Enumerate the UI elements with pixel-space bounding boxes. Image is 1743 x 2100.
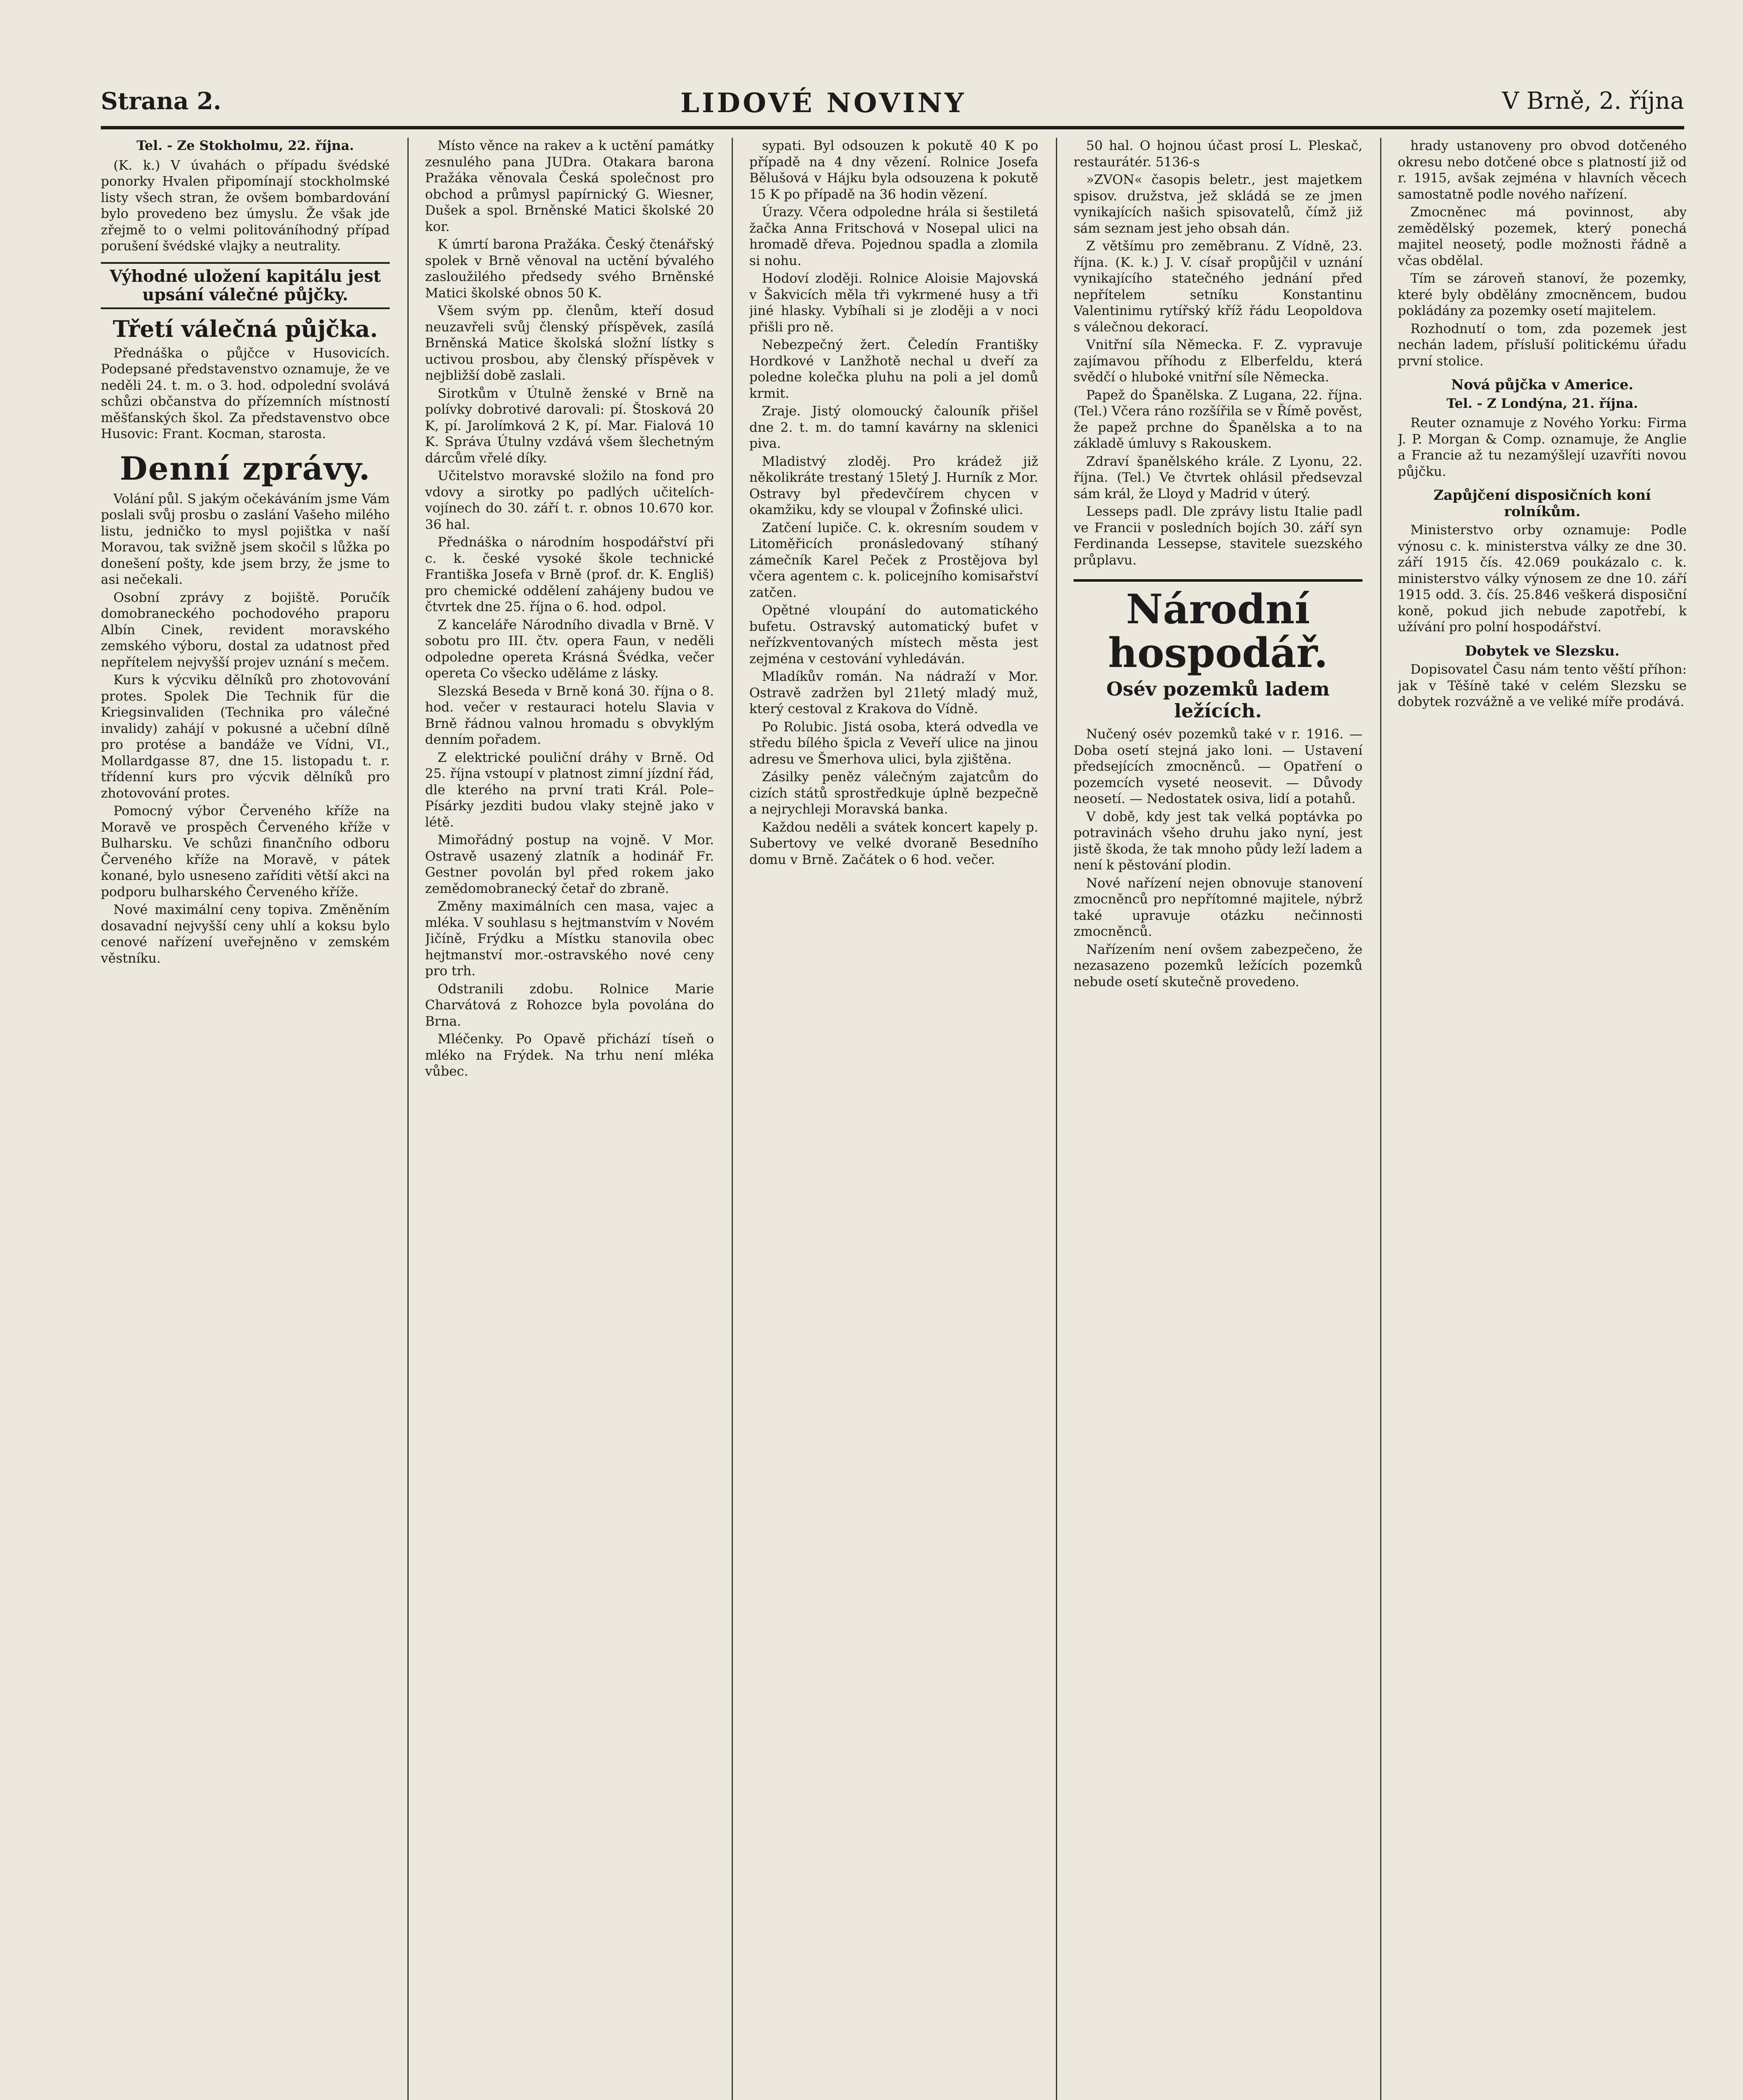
article-paragraph: Papež do Španělska. Z Lugana, 22. října. (Tel.) Včera ráno rozšířila se v Římě pověst, že papež prchne do Španělska a to na základě úmluvy s Rakouskem. bbox=[1074, 387, 1362, 451]
column-divider bbox=[407, 138, 409, 2100]
article-paragraph: Přednáška o půjčce v Husovicích. Podepsané představenstvo oznamuje, že ve neděli 24. t. m. o 3. hod. odpolední svolává schůzi občanstva do přízemních místností měšťanských škol. Za představenstvo obce Husovic: Frant. Kocman, starosta. bbox=[101, 345, 390, 441]
article-paragraph: Úrazy. Včera odpoledne hrála si šestiletá žačka Anna Fritschová v Nosepal ulici na hromadě dřeva. Pojednou spadla a zlomila si nohu. bbox=[749, 205, 1038, 268]
page-number: Strana 2. bbox=[101, 87, 222, 115]
article-paragraph: sypati. Byl odsouzen k pokutě 40 K po případě na 4 dny vězení. Rolnice Josefa Bělušová v Hájku byla odsouzena k pokutě 15 K po případě na 36 hodin vězení. bbox=[749, 138, 1038, 202]
column-3 bbox=[749, 138, 1038, 2100]
article-paragraph: Zdraví španělského krále. Z Lyonu, 22. října. (Tel.) Ve čtvrtek ohlásil předsevzal sám král, že Lloyd y Madrid v úterý. bbox=[1074, 454, 1362, 501]
article-paragraph: Z většímu pro zeměbranu. Z Vídně, 23. října. (K. k.) J. V. císař propůjčil v uznání vynikajícího statečného jednání před nepřítelem setníku Konstantinu Valentinimu rytířský kříž řádu Leopoldova s válečnou dekorací. bbox=[1074, 239, 1362, 335]
article-paragraph: Hodoví zloději. Rolnice Aloisie Majovská v Šakvicích měla tři vykrmené husy a tři jiné hlasky. Vybíhali si je zloději a v noci přišli pro ně. bbox=[749, 271, 1038, 335]
article-paragraph: Místo věnce na rakev a k uctění památky zesnulého pana JUDra. Otakara barona Pražáka věnovala Česká společnost pro obchod a průmysl papírnický G. Wiesner, Dušek a spol. Brněnské Matici školské 20 kor. bbox=[425, 138, 714, 234]
article-paragraph: Zatčení lupiče. C. k. okresním soudem v Litoměřicích pronásledovaný stíhaný zámečník Karel Peček z Prostějova byl včera agentem c. k. policejního komisařství zatčen. bbox=[749, 520, 1038, 600]
article-paragraph: V době, kdy jest tak velká poptávka po potravinách všeho druhu jako nyní, jest jistě škoda, že tak mnoho půdy leží ladem a není k pěstování plodin. bbox=[1074, 809, 1362, 873]
article-paragraph: Zraje. Jistý olomoucký čalouník přišel dne 2. t. m. do tamní kavárny na sklenici piva. bbox=[749, 404, 1038, 451]
masthead bbox=[101, 87, 1684, 120]
section-heading: Denní zprávy. bbox=[120, 449, 371, 487]
article-paragraph: Mladíkův román. Na nádraží v Mor. Ostravě zadržen byl 21letý mladý muž, který cestoval z Krakova do Vídně. bbox=[749, 669, 1038, 717]
article-heading: Osév pozemků ladem ležících. bbox=[1106, 678, 1330, 722]
article-paragraph: Nučený osév pozemků také v r. 1916. — Doba osetí stejná jako loni. — Ustavení předsejících zmocněnců. — Opatření o pozemcích vyseté neosevit. — Důvody neosetí. — Nedostatek osiva, lidí a potahů. bbox=[1074, 727, 1362, 806]
dateline: Tel. - Ze Stokholmu, 22. října. bbox=[136, 138, 354, 153]
newspaper-title: LIDOVÉ NOVINY bbox=[680, 87, 966, 119]
column-divider bbox=[1056, 138, 1057, 2100]
article-paragraph: Rozhodnutí o tom, zda pozemek jest nechán ladem, přísluší politickému úřadu první stolice. bbox=[1398, 321, 1687, 369]
article-paragraph: Volání půl. S jakým očekáváním jsme Vám poslali svůj prosbu o zaslání Vašeho milého listu, jedničko to mysl pojištka v naší Moravou, tak svižně jsem skočil s lůžka po donešení pošty, kde jsem brzy, že jsme to asi nečekali. bbox=[101, 491, 390, 587]
article-paragraph: Opětné vloupání do automatického bufetu. Ostravský automatický bufet v neřízkventovaných místech města jest zejména v cestování vyhledáván. bbox=[749, 603, 1038, 667]
article-paragraph: Odstranili zdobu. Rolnice Marie Charvátová z Rohozce byla povolána do Brna. bbox=[425, 981, 714, 1029]
article-paragraph: Mimořádný postup na vojně. V Mor. Ostravě usazený zlatník a hodinář Fr. Gestner povolán byl před rokem jako zemědomobranecký četař do zbraně. bbox=[425, 832, 714, 896]
boxed-notice: Výhodné uložení kapitálu jest upsání válečné půjčky. bbox=[101, 262, 390, 309]
article-paragraph: Po Rolubic. Jistá osoba, která odvedla ve středu bílého špicla z Veveří ulice na jinou adresu ve Šmerhova ulici, byla zjištěna. bbox=[749, 719, 1038, 767]
article-paragraph: Vnitřní síla Německa. F. Z. vypravuje zajímavou příhodu z Elberfeldu, která svědčí o hluboké vnitřní síle Německa. bbox=[1074, 337, 1362, 385]
issue-date: V Brně, 2. října bbox=[1502, 87, 1684, 115]
article-paragraph: Přednáška o národním hospodářství při c. k. české vysoké škole technické Františka Josefa v Brně (prof. dr. K. Engliš) pro chemické oddělení zahájeny budou ve čtvrtek dne 25. října o 6. hod. odpol. bbox=[425, 535, 714, 614]
column-1 bbox=[101, 138, 390, 2100]
section-heading: Třetí válečná půjčka. bbox=[113, 315, 378, 342]
dateline: Tel. - Z Londýna, 21. října. bbox=[1446, 396, 1638, 411]
header-rule bbox=[101, 126, 1684, 129]
column-4 bbox=[1074, 138, 1362, 2100]
article-paragraph: Nebezpečný žert. Čeledín Františky Hordkové v Lanžhotě nechal u dveří za poledne kolečka pluhu na poli a jel domů krmit. bbox=[749, 337, 1038, 401]
article-paragraph: Tím se zároveň stanoví, že pozemky, které byly obdělány zmocněncem, budou pokládány za pozemky osetí majitelem. bbox=[1398, 271, 1687, 318]
article-paragraph: Zmocněnec má povinnost, aby zemědělský pozemek, který ponechá majitel neosetý, podle možnosti řádně a včas obdělal. bbox=[1398, 205, 1687, 268]
article-paragraph: Lesseps padl. Dle zprávy listu Italie padl ve Francii v posledních bojích 30. září syn Ferdinanda Lessepse, stavitele suezského průplavu. bbox=[1074, 504, 1362, 568]
article-paragraph: Učitelstvo moravské složilo na fond pro vdovy a sirotky po padlých učitelích-vojínech do 30. září t. r. obnos 10.670 kor. 36 hal. bbox=[425, 468, 714, 532]
article-paragraph: Osobní zprávy z bojiště. Poručík domobraneckého pochodového praporu Albín Cinek, revident moravského zemského výboru, dostal za udatnost před nepřítelem nejvyšší projev uznání s mečem. bbox=[101, 590, 390, 670]
article-paragraph: Nařízením není ovšem zabezpečeno, že nezasazeno pozemků ležících pozemků nebude osetí skutečně provedeno. bbox=[1074, 942, 1362, 990]
article-paragraph: hrady ustanoveny pro obvod dotčeného okresu nebo dotčené obce s platností již od r. 1915, avšak zejména v hlavních věcech samostatně podle nového nařízení. bbox=[1398, 138, 1687, 202]
article-paragraph: Z kanceláře Národního divadla v Brně. V sobotu pro III. čtv. opera Faun, v neděli odpoledne opereta Krásná Švédka, večer opereta Co všecko uděláme z lásky. bbox=[425, 617, 714, 681]
column-divider bbox=[1380, 138, 1381, 2100]
column-5 bbox=[1398, 138, 1687, 2100]
column-2 bbox=[425, 138, 714, 2100]
article-paragraph: Mladistvý zloděj. Pro krádež již několikráte trestaný 15letý J. Hurník z Mor. Ostravy byl předevčírem chycen v okamžiku, kdy se vloupal v Žofinské ulici. bbox=[749, 454, 1038, 517]
article-paragraph: Změny maximálních cen masa, vajec a mléka. V souhlasu s hejtmanstvím v Novém Jičíně, Frýdku a Místku stanovila obec hejtmanství mor.-ostravského nové ceny pro trh. bbox=[425, 899, 714, 979]
article-paragraph: Slezská Beseda v Brně koná 30. října o 8. hod. večer v restauraci hotelu Slavia v Brně řádnou valnou hromadu s obvyklým denním pořadem. bbox=[425, 683, 714, 747]
article-heading: Dobytek ve Slezsku. bbox=[1465, 642, 1620, 659]
article-paragraph: Sirotkům v Útulně ženské v Brně na polívky dobrotivé darovali: pí. Štosková 20 K, pí. Jarolímková 2 K, pí. Mar. Fialová 10 K. Správa Útulny vzdává všem šlechetným dárcům vřelé díky. bbox=[425, 386, 714, 466]
column-divider bbox=[732, 138, 733, 2100]
article-paragraph: Reuter oznamuje z Nového Yorku: Firma J. P. Morgan & Comp. oznamuje, že Anglie a Francie až tu nezamýšlejí uzavříti novou půjčku. bbox=[1398, 415, 1687, 479]
article-paragraph: 50 hal. O hojnou účast prosí L. Pleskač, restaurátér. 5136-s bbox=[1074, 138, 1362, 170]
article-heading: Nová půjčka v Americe. bbox=[1451, 376, 1633, 393]
article-paragraph: Kurs k výcviku dělníků pro zhotovování protes. Spolek Die Technik für die Kriegsinvaliden (Technika pro válečné invalidy) zahájí v pokusné a učební dílně pro protése a bandáže ve Vídni, VI., Mollardgasse 87, dne 15. listopadu t. r. třídenní kurs pro výcvik dělníků pro zhotovování protes. bbox=[101, 672, 390, 801]
article-paragraph: Každou neděli a svátek koncert kapely p. Subertovy ve velké dvoraně Besedního domu v Brně. Začátek o 6 hod. večer. bbox=[749, 819, 1038, 867]
article-paragraph: Ministerstvo orby oznamuje: Podle výnosu c. k. ministerstva války ze dne 30. září 1915 čís. 42.069 poukázalo c. k. ministerstvo války výnosem ze dne 10. září 1915 odd. 3. čís. 25.846 veškerá disposiční koně, pokud jich nebude zapotřebí, k užívání pro polní hospodářství. bbox=[1398, 522, 1687, 635]
article-paragraph: K úmrtí barona Pražáka. Český čtenářský spolek v Brně věnoval na uctění bývalého zasloužilého předsedy svého Brněnské Matici školské obnos 50 K. bbox=[425, 237, 714, 301]
article-paragraph: Mléčenky. Po Opavě přichází tíseň o mléko na Frýdek. Na trhu není mléka vůbec. bbox=[425, 1032, 714, 1079]
article-paragraph: Všem svým pp. členům, kteří dosud neuzavřeli svůj členský příspěvek, zasílá Brněnská Matice školská složní lístky s uctivou prosbou, aby členský příspěvek v nejbližší době zaslali. bbox=[425, 303, 714, 383]
article-paragraph: Z elektrické pouliční dráhy v Brně. Od 25. října vstoupí v platnost zimní jízdní řád, dle kterého na první trati Král. Pole–Písárky jezditi budou vlaky stejně jako v létě. bbox=[425, 750, 714, 830]
section-heading: Národní hospodář. bbox=[1074, 579, 1362, 675]
article-paragraph: Dopisovatel Času nám tento věští příhon: jak v Těšíně také v celém Slezsku se dobytek rozvážně a ve veliké míře prodává. bbox=[1398, 662, 1687, 709]
article-paragraph: »ZVON« časopis beletr., jest majetkem spisov. družstva, jež skládá se ze jmen vynikajících našich spisovatelů, čímž již sám seznam jest jeho obsah dán. bbox=[1074, 172, 1362, 236]
article-paragraph: Nové nařízení nejen obnovuje stanovení zmocněnců pro nepřítomné majitele, nýbrž také upravuje otázku nečinnosti zmocněnců. bbox=[1074, 875, 1362, 939]
article-heading: Zapůjčení disposičních koní rolníkům. bbox=[1433, 487, 1651, 520]
article-paragraph: Nové maximální ceny topiva. Změněním dosavadní nejvyšší ceny uhlí a koksu bylo cenové nařízení uveřejněno v zemském věstníku. bbox=[101, 902, 390, 966]
article-paragraph: (K. k.) V úvahách o případu švédské ponorky Hvalen připomínají stockholmské listy všech stran, že ovšem bombardování bylo provedeno bez úmyslu. Že však jde zřejmě to o velmi politováníhodný případ porušení švédské vlajky a neutrality. bbox=[101, 158, 390, 254]
article-paragraph: Pomocný výbor Červeného kříže na Moravě ve prospěch Červeného kříže v Bulharsku. Ve schůzi finančního odboru Červeného kříže na Moravě, v pátek konané, bylo usneseno zaříditi větší akci na podporu bulharského Červeného kříže. bbox=[101, 803, 390, 900]
article-paragraph: Zásilky peněz válečným zajatcům do cizích států sprostředkuje úplně bezpečně a nejrychleji Moravská banka. bbox=[749, 769, 1038, 817]
